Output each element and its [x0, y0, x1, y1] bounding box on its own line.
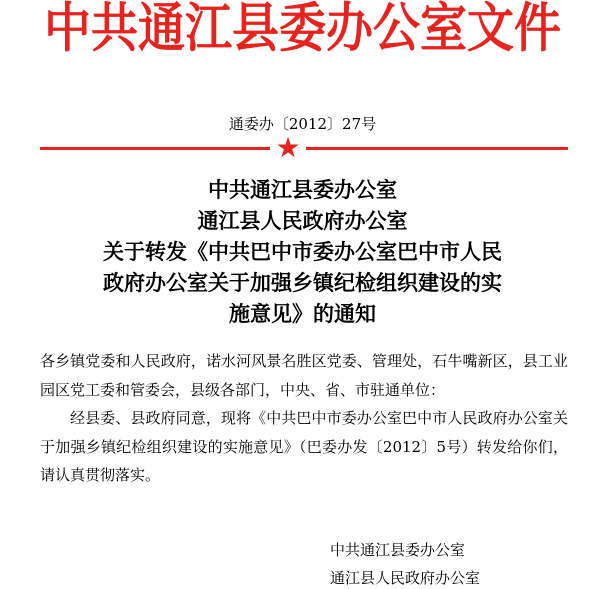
- signature-line-2: 通江县人民政府办公室: [330, 569, 481, 587]
- document-title: [0, 174, 605, 329]
- content-paragraph: 经县委、县政府同意，现将《中共巴中市委办公室巴中市人民政府办公室关于加强乡镇纪检组织建设的实施意见》（巴委办发〔2012〕5号）转发给你们，请认真贯彻落实。: [40, 409, 568, 484]
- title-subject-line-3: 施意见》的通知: [229, 301, 376, 326]
- recipients-paragraph: 各乡镇党委和人民政府，诺水河风景名胜区党委、管理处，石牛嘴新区，县工业园区党工委和管委会，县级各部门，中央、省、市驻通单位：: [40, 352, 568, 399]
- document-header-title: 中共通江县委办公室文件: [44, 0, 561, 60]
- document-number: 通委办〔2012〕27号: [228, 115, 377, 133]
- title-subject-line-1: 关于转发《中共巴中市委办公室巴中市人民: [103, 239, 502, 264]
- title-subject-line-2: 政府办公室关于加强乡镇纪检组织建设的实: [103, 270, 502, 295]
- title-issuer-2: 通江县人民政府办公室: [197, 208, 408, 233]
- red-divider-left: [40, 147, 270, 150]
- signature-block: [330, 536, 480, 589]
- red-divider-right: [306, 147, 568, 150]
- star-icon: ★: [275, 131, 301, 164]
- signature-line-1: 中共通江县委办公室: [330, 541, 466, 559]
- title-issuer-1: 中共通江县委办公室: [208, 177, 397, 202]
- document-body: [40, 347, 568, 490]
